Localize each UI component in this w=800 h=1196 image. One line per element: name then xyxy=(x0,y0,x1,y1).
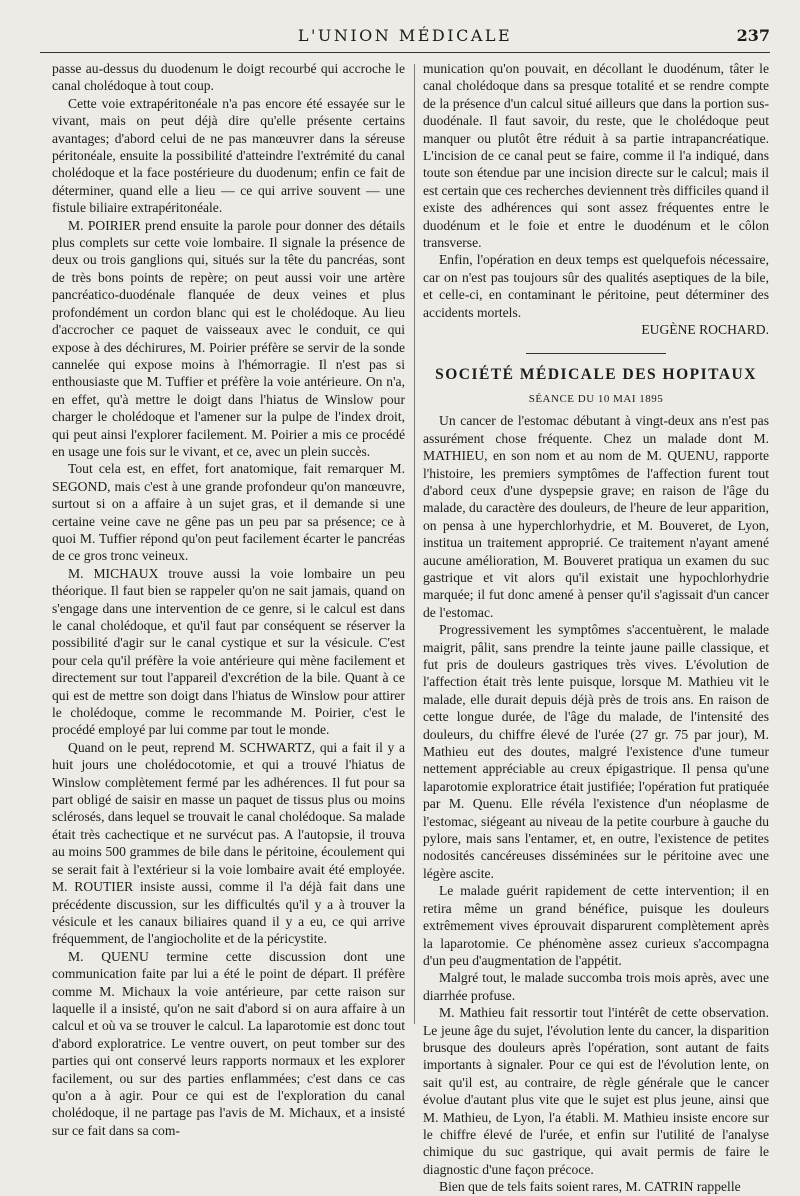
author-signature: EUGÈNE ROCHARD. xyxy=(641,322,769,338)
right-column-bottom xyxy=(423,412,769,1195)
paragraph: Cette voie extrapéritonéale n'a pas encore été essayée sur le vivant, mais on peut déjà dire qu'elle présente certains avantages; d'abord celui de ne pas manœuvrer dans la séreuse péritonéale, ensuite la possibilité d'atteindre l'extrémité du canal cholédoque et la face postérieure du duodenum; enfin ce fait de déterminer, quand elle a lieu — ce qui arrive souvent — une fistule biliaire extrapéritonéale. xyxy=(52,95,405,216)
right-column-top xyxy=(423,60,769,321)
paragraph: passe au-dessus du duodenum le doigt recourbé qui accroche le canal cholédoque à tout coup. xyxy=(52,61,405,94)
paragraph: Enfin, l'opération en deux temps est quelquefois nécessaire, car on n'est pas toujours sûr des qualités aseptiques de la bile, et celle-ci, en contaminant le péritoine, peut déterminer des accidents mortels. xyxy=(423,252,769,320)
page-number: 237 xyxy=(736,26,770,45)
paragraph: Progressivement les symptômes s'accentuèrent, le malade maigrit, pâlit, sans prendre la teinte jaune paille classique, et fut pris de douleurs gastriques très vives. L'évolution de l'affection était très lente puisque, lorsque M. Mathieu vit le malade, elle durait depuis déjà près de trois ans. En raison de cette longue durée, de l'âge du malade, de l'intensité des douleurs, du chiffre élevé de l'urée (27 gr. 75 par jour), M. Mathieu eut des doutes, malgré l'existence d'une tumeur nettement appréciable au creux épigastrique. Il pensa qu'une laparotomie exploratrice était justifiée; l'opération fut pratiquée par M. Quenu. Elle révéla l'existence d'un néoplasme de l'estomac, siégeant au niveau de la petite courbure à gauche du pylore, mais sans l'entamer, et, en outre, l'existence de petites nodosités cancéreuses disséminées sur le péritoine avec une légère ascite. xyxy=(423,622,769,881)
right-column xyxy=(423,60,769,1195)
paragraph: Le malade guérit rapidement de cette intervention; il en retira même un grand bénéfice, puisque les douleurs extrêmement vives éprouvait disparurent complètement après la laparotomie. Ce phénomène assez curieux s'accompagna d'un peu d'augmentation de l'appétit. xyxy=(423,883,769,968)
journal-title: L'UNION MÉDICALE xyxy=(297,26,513,45)
paragraph: Quand on le peut, reprend M. SCHWARTZ, qui a fait il y a huit jours une cholédocotomie, et qui a trouvé l'hiatus de Winslow complètement fermé par les adhérences. Il fut pour sa part obligé de saisir en masse un paquet de tissus plus ou moins sclérosés, dans lequel se trouvait le canal cholédoque. Sa malade était très cachectique et ne survécut pas. A l'autopsie, il trouva au moins 500 grammes de bile dans le péritoine, écoulement qui se serait fait à l'extérieur si la voie lombaire avait été employée. M. ROUTIER insiste aussi, comme il l'a déjà fait dans une précédente discussion, sur les difficultés qu'il y a à trouver la vésicule et les canaux biliaires quand il y a eu, ce qui arrive fréquemment, de l'angiocholite et de la péricystite. xyxy=(52,739,405,947)
paragraph: M. MICHAUX trouve aussi la voie lombaire un peu théorique. Il faut bien se rappeler qu'on ne sait jamais, quand on s'engage dans une intervention de ce genre, si le calcul est dans le canal cholédoque, et qu'il faut par conséquent se réserver la possibilité d'agir sur le canal cystique et sur la vésicule. C'est pour cela qu'il préfère la voie antérieure qui mène facilement et directement sur tout l'appareil d'excrétion de la bile. Quant à ce qui est de mettre son doigt dans l'hiatus de Winslow pour attirer le cholédoque, comme le recommande M. Poirier, c'est le procédé employé par lui comme par tout le monde. xyxy=(52,565,405,738)
section-separator xyxy=(526,353,666,354)
paragraph: M. POIRIER prend ensuite la parole pour donner des détails plus complets sur cette voie lombaire. Il signale la présence de deux ou trois ganglions qui, situés sur la tête du pancréas, sont de très bons points de repère; on peut aussi voir une artère pancréatico-duodénale flanquée de deux veines et plus profondément un cordon blanc qui est le cholédoque. Au lieu d'accrocher ce paquet de vaisseaux avec le conduit, ce qui expose à des déchirures, M. Poirier préfère se servir de la sonde cannelée qui expose moins à l'hémorragie. Il n'est pas si enthousiaste que M. Tuffier et préfère la voie antérieure. On n'a, en effet, qu'à mettre le doigt dans l'hiatus de Winslow pour charger le cholédoque et l'amener sur la pulpe de l'index droit, qui peut ainsi l'explorer facilement. M. Poirier a mis ce procédé en usage une fois sur le vivant, et ce, avec un plein succès. xyxy=(52,217,405,459)
signature-line xyxy=(423,321,769,338)
paragraph: M. Mathieu fait ressortir tout l'intérêt de cette observation. Le jeune âge du sujet, l'évolution lente du cancer, la disparition brusque des douleurs après l'opération, sont autant de faits importants à signaler. Pour ce qui est de l'évolution lente, on sait qu'il est, au contraire, de règle générale que le cancer évolue d'autant plus vite que le sujet est plus jeune, ainsi que M. Mathieu, de Lyon, l'a établi. M. Mathieu insiste encore sur le chiffre élevé de l'urée, et enfin sur l'utilité de l'analyse chimique du suc gastrique, qui avait permis de faire le diagnostic d'une façon précoce. xyxy=(423,1005,769,1177)
paragraph: munication qu'on pouvait, en décollant le duodénum, tâter le canal cholédoque dans sa presque totalité et se rendre compte de la présence d'un calcul situé ailleurs que dans la portion sus-duodénale. Il faut savoir, du reste, que le cholédoque peut manquer ou plutôt être réduit à sa partie intrapancréatique. L'incision de ce canal peut se faire, comme il l'a indiqué, dans toute son étendue par une incision directe sur le calcul; mais il est certain que ces recherches deviennent très difficiles quand il existe des adhérences qui sont assez fréquentes entre le duodénum et le foie et entre le duodénum et le côlon transverse. xyxy=(423,61,769,251)
column-divider xyxy=(414,64,415,1024)
paragraph: Tout cela est, en effet, fort anatomique, fait remarquer M. SEGOND, mais c'est à une grande profondeur qu'on manœuvre, surtout si on a affaire à un sujet gras, et il demande si une certaine veine cave ne gêne pas un peu par sa présence; ce à quoi M. Tuffier répond qu'on peut facilement écarter le pancréas de ce gros tronc veineux. xyxy=(52,461,405,564)
paragraph: Un cancer de l'estomac débutant à vingt-deux ans n'est pas assurément chose fréquente. Chez un malade dont M. MATHIEU, en son nom et au nom de M. QUENU, rapporte l'histoire, les premiers symptômes de l'affection furent tout d'abord ceux d'une dyspepsie grave; en raison de l'âge du malade, du caractère des douleurs, de l'heure de leur apparition, on pensa à une hyperchlorhydrie, et M. Bouveret, de Lyon, institua un traitement approprié. Ce traitement n'ayant amené aucune amélioration, M. Bouveret pratiqua un examen du suc gastrique et vit alors qu'il existait une hypochlorhydrie marquée; il fut donc amené à penser qu'il s'agissait d'un cancer de l'estomac. xyxy=(423,413,769,620)
paragraph: Malgré tout, le malade succomba trois mois après, avec une diarrhée profuse. xyxy=(423,970,769,1003)
paragraph: M. QUENU termine cette discussion dont une communication faite par lui a été le point de départ. Il préfère comme M. Michaux la voie antérieure, par cette raison sur laquelle il a insisté, qu'on ne sait d'abord si on aura affaire à un calcul et où va se trouver le calcul. La laparotomie est donc tout d'abord exploratrice. Le ventre ouvert, on peut tomber sur des parties qui ont conservé leurs rapports normaux et les explorer facilement, ou sur des parties enflammées; c'est dans ce cas qu'on a à agir. Pour ce qui est de l'exploration du canal cholédoque, il ne partage pas l'avis de M. Michaux, et a insisté sur ce fait dans sa com- xyxy=(52,948,405,1138)
page-header xyxy=(40,22,770,53)
left-column xyxy=(52,60,405,1138)
paragraph: Bien que de tels faits soient rares, M. CATRIN rappelle xyxy=(439,1179,741,1195)
seance-date: SÉANCE DU 10 MAI 1895 xyxy=(528,392,664,405)
section-title: SOCIÉTÉ MÉDICALE DES HOPITAUX xyxy=(435,365,757,383)
